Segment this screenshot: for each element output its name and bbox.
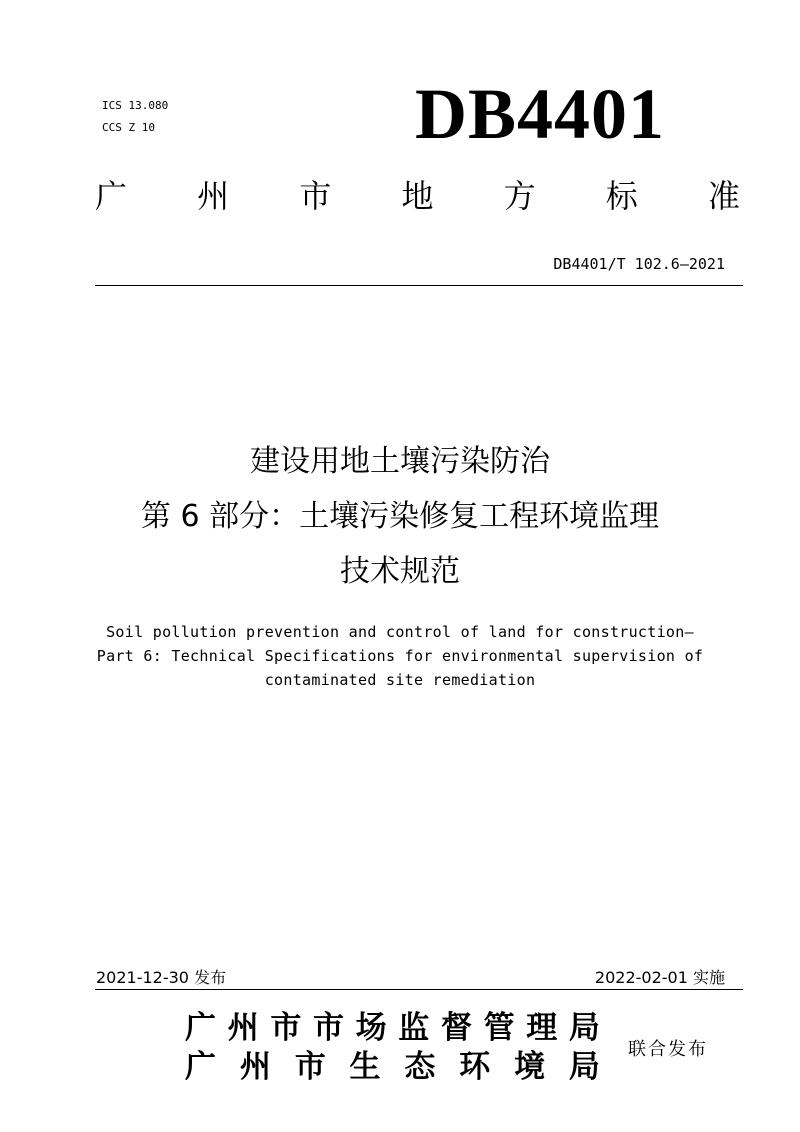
publisher-char: 广 xyxy=(185,1049,216,1085)
publisher-char: 管 xyxy=(483,1010,515,1046)
title-en-line: Part 6: Technical Specifications for environmental supervision of xyxy=(96,647,704,665)
publisher-char: 局 xyxy=(568,1049,600,1085)
publisher-char: 态 xyxy=(404,1049,436,1085)
standard-type-char: 市 xyxy=(299,177,332,215)
title-zh-line: 建设用地土壤污染防治 xyxy=(250,444,550,479)
footer-divider xyxy=(95,989,743,990)
ics-code: ICS 13.080 xyxy=(102,99,169,112)
standard-type-char: 标 xyxy=(605,177,638,215)
publisher-char: 监 xyxy=(398,1010,430,1046)
publisher-char: 理 xyxy=(526,1010,558,1046)
ccs-code: CCS Z 10 xyxy=(102,121,155,134)
db-logo-code: DB4401 xyxy=(415,74,666,154)
title-zh-line: 第 6 部分：土壤污染修复工程环境监理 xyxy=(140,499,660,534)
publisher-char: 市 xyxy=(294,1049,326,1085)
header-divider xyxy=(95,285,743,286)
publisher-char: 境 xyxy=(514,1049,546,1085)
publisher-char: 场 xyxy=(355,1010,387,1046)
publisher-char: 生 xyxy=(349,1049,381,1085)
title-zh-line: 技术规范 xyxy=(340,554,460,589)
publisher-char: 局 xyxy=(568,1010,600,1046)
publisher-char: 环 xyxy=(459,1049,491,1085)
publisher-char: 州 xyxy=(239,1049,271,1085)
issue-date: 2021-12-30 发布 xyxy=(96,968,227,987)
standard-type-char: 地 xyxy=(401,177,434,215)
publisher-char: 州 xyxy=(227,1010,259,1046)
standard-type-char: 方 xyxy=(503,177,536,215)
standard-type-char: 广 xyxy=(95,177,128,215)
publisher-char: 督 xyxy=(440,1010,472,1046)
publisher-char: 广 xyxy=(185,1010,216,1046)
standard-type-char: 州 xyxy=(197,177,230,215)
publisher-char: 市 xyxy=(270,1010,302,1046)
standard-type-char: 准 xyxy=(707,177,740,215)
standard-type xyxy=(95,176,740,216)
publisher-char: 市 xyxy=(312,1010,344,1046)
effective-date: 2022-02-01 实施 xyxy=(594,968,725,987)
publisher-ecology-environment xyxy=(185,1049,600,1085)
joint-publish-label: 联合发布 xyxy=(628,1039,708,1060)
title-en-line: contaminated site remediation xyxy=(264,671,536,689)
standard-number: DB4401/T 102.6—2021 xyxy=(553,255,725,273)
publisher-market-regulation xyxy=(185,1010,600,1046)
title-en-line: Soil pollution prevention and control of land for construction— xyxy=(106,623,694,641)
